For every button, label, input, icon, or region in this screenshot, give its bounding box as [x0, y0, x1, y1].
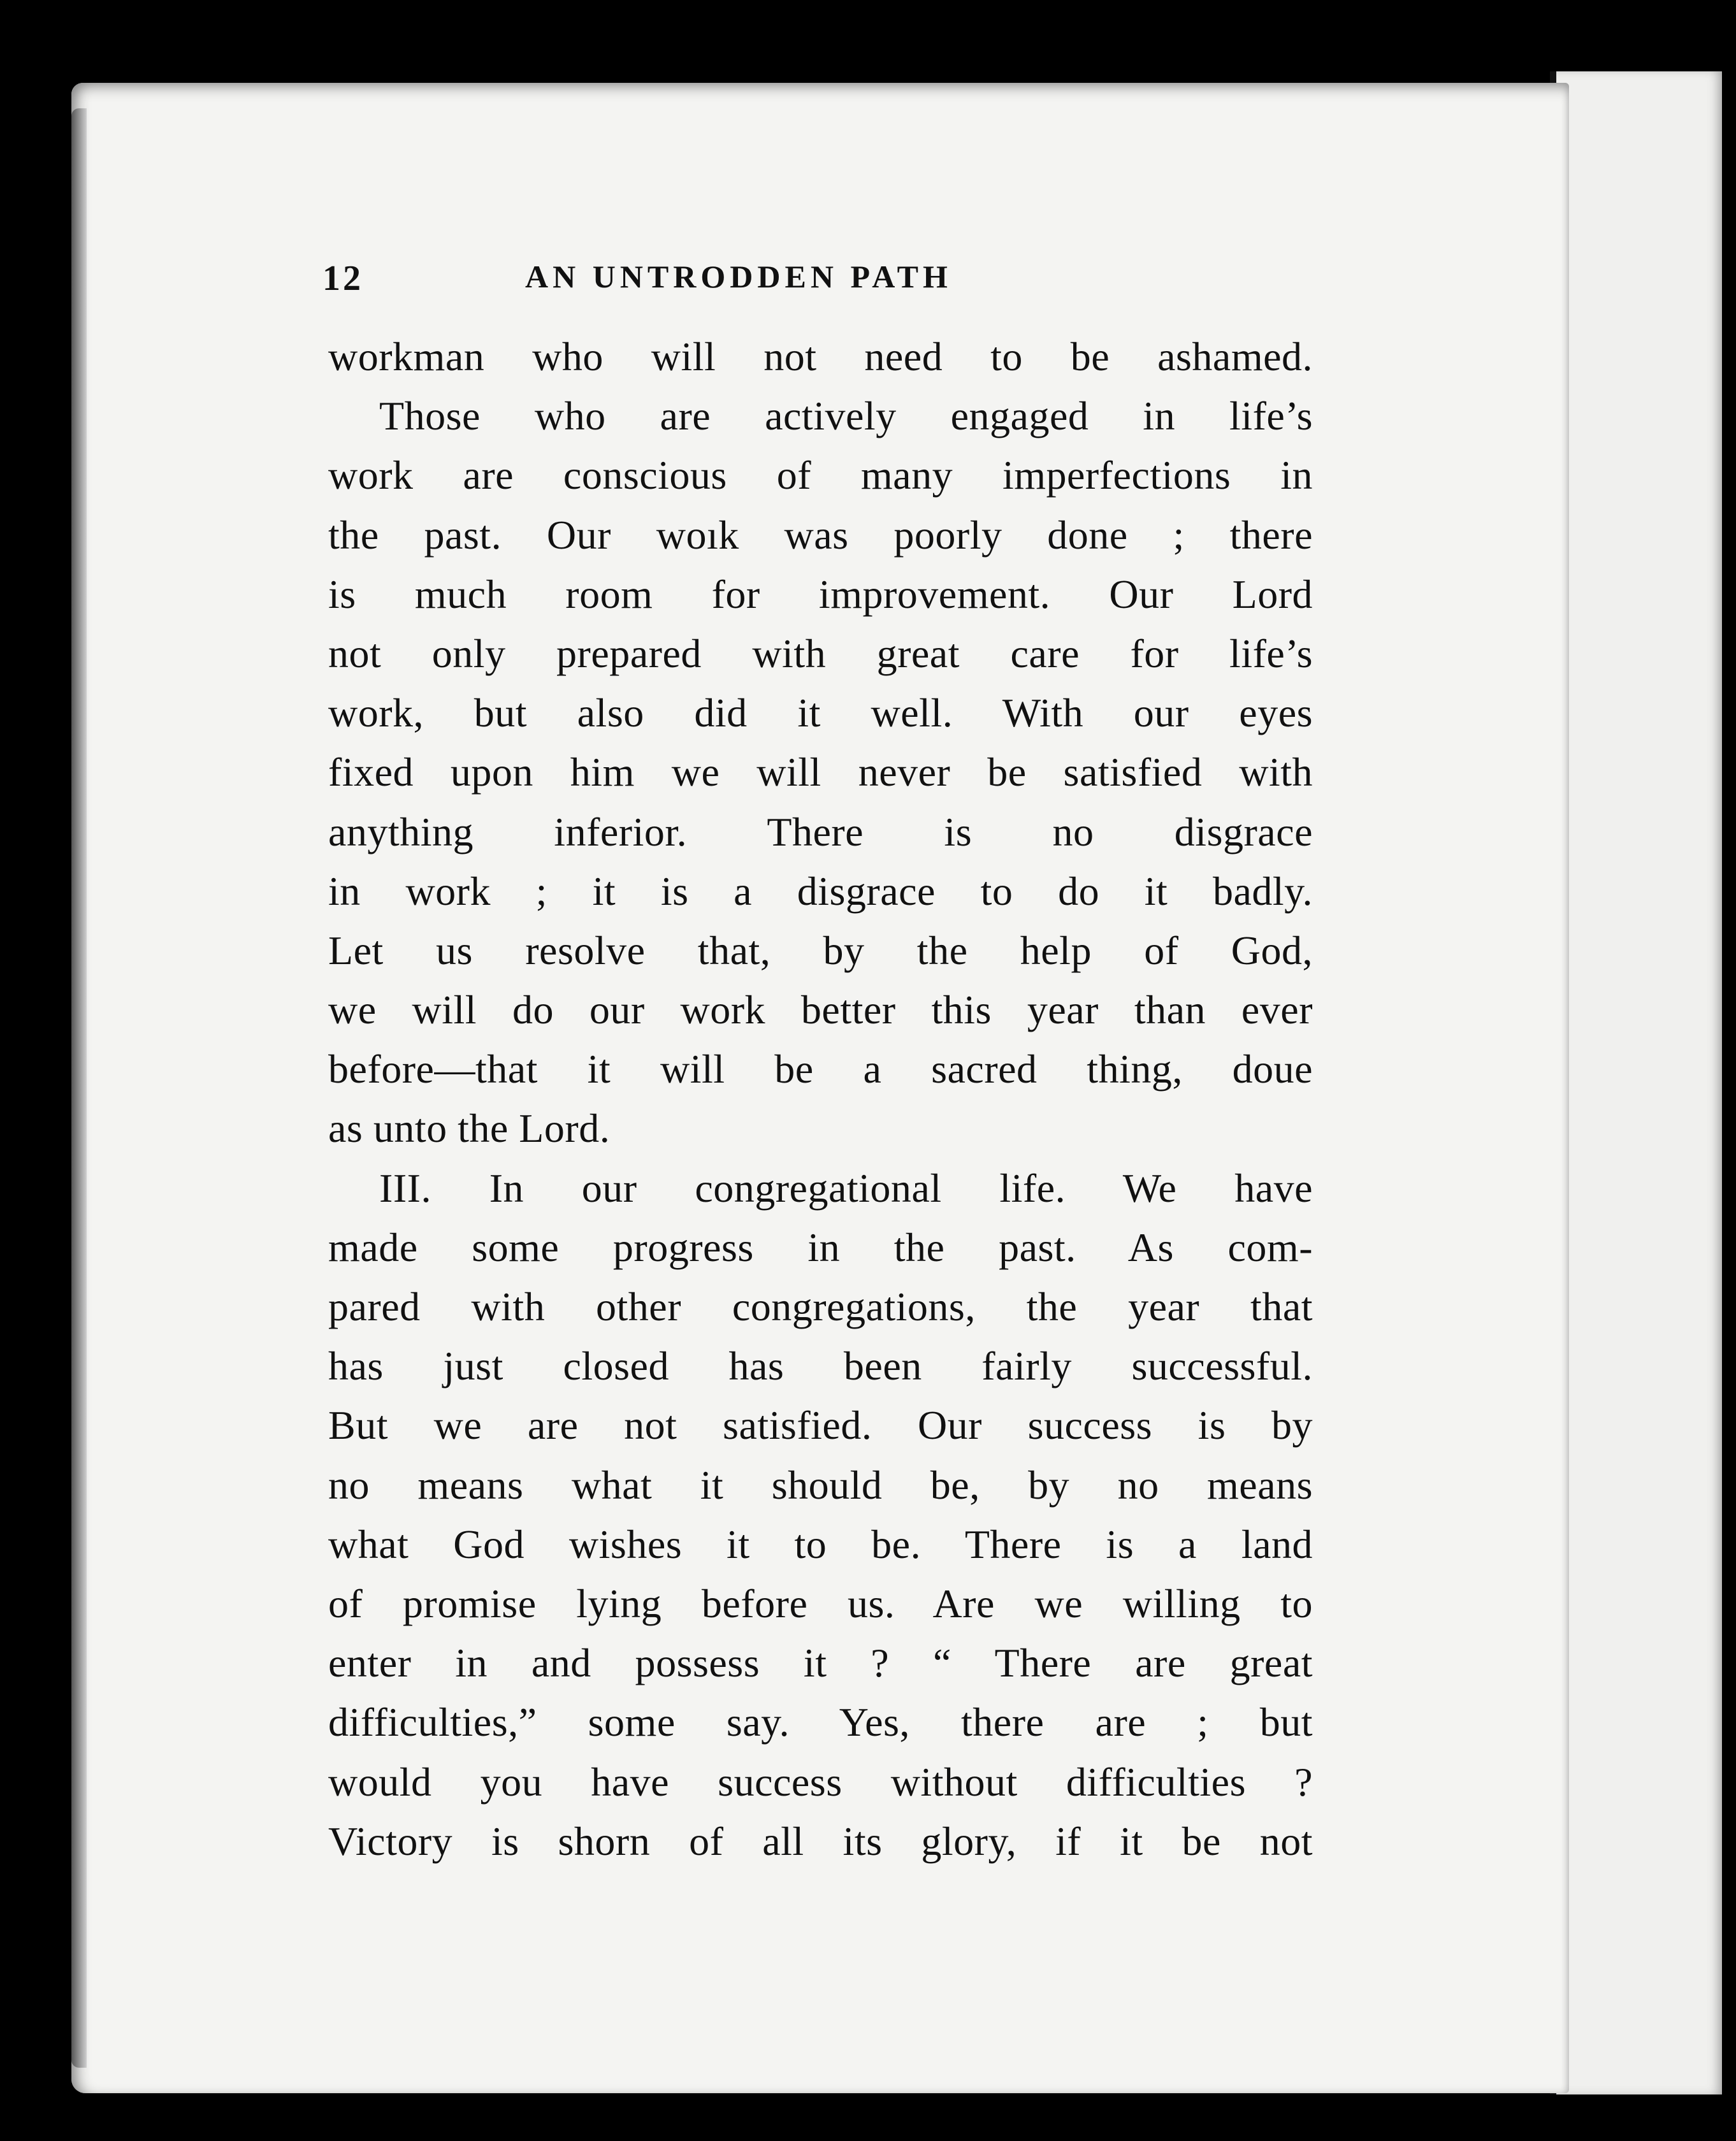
text-line: difficulties,” some say. Yes, there are ; but: [328, 1699, 1313, 1745]
running-head: AN UNTRODDEN PATH: [525, 259, 952, 294]
text-line: pared with other congregations, the year that: [328, 1284, 1313, 1329]
text-line: no means what it should be, by no means: [328, 1462, 1313, 1508]
page-header: [322, 258, 1062, 303]
text-line: made some progress in the past. As com-: [328, 1224, 1313, 1270]
text-line: of promise lying before us. Are we willing to: [328, 1580, 1313, 1626]
text-line: what God wishes it to be. There is a land: [328, 1521, 1313, 1567]
text-line: has just closed has been fairly successful.: [328, 1343, 1313, 1389]
page-number: 12: [322, 259, 363, 298]
text-line: we will do our work better this year than ever: [328, 987, 1313, 1033]
text-line: III. In our congregational life. We have: [379, 1165, 1313, 1211]
text-line: Let us resolve that, by the help of God,: [328, 927, 1313, 973]
text-line: as unto the Lord.: [328, 1106, 611, 1151]
text-line: not only prepared with great care for life’s: [328, 630, 1313, 676]
text-line: enter in and possess it ? “ There are great: [328, 1640, 1313, 1686]
text-line: the past. Our woık was poorly done ; there: [328, 512, 1313, 558]
text-line: Victory is shorn of all its glory, if it be not: [328, 1818, 1313, 1864]
text-line: would you have success without difficulties ?: [328, 1759, 1313, 1805]
text-line: fixed upon him we will never be satisfied with: [328, 749, 1313, 795]
text-line: is much room for improvement. Our Lord: [328, 571, 1313, 617]
text-line: before—that it will be a sacred thing, doue: [328, 1046, 1313, 1092]
text-line: work are conscious of many imperfections in: [328, 452, 1313, 498]
text-line: workman who will not need to be ashamed.: [328, 334, 1313, 379]
text-line: But we are not satisfied. Our success is by: [328, 1402, 1313, 1448]
facing-page-edge: [1550, 71, 1722, 2094]
text-line: work, but also did it well. With our eyes: [328, 690, 1313, 736]
text-line: Those who are actively engaged in life’s: [379, 393, 1313, 439]
text-line: in work ; it is a disgrace to do it badly.: [328, 868, 1313, 914]
body-text: [328, 327, 1313, 1871]
text-line: anything inferior. There is no disgrace: [328, 809, 1313, 854]
